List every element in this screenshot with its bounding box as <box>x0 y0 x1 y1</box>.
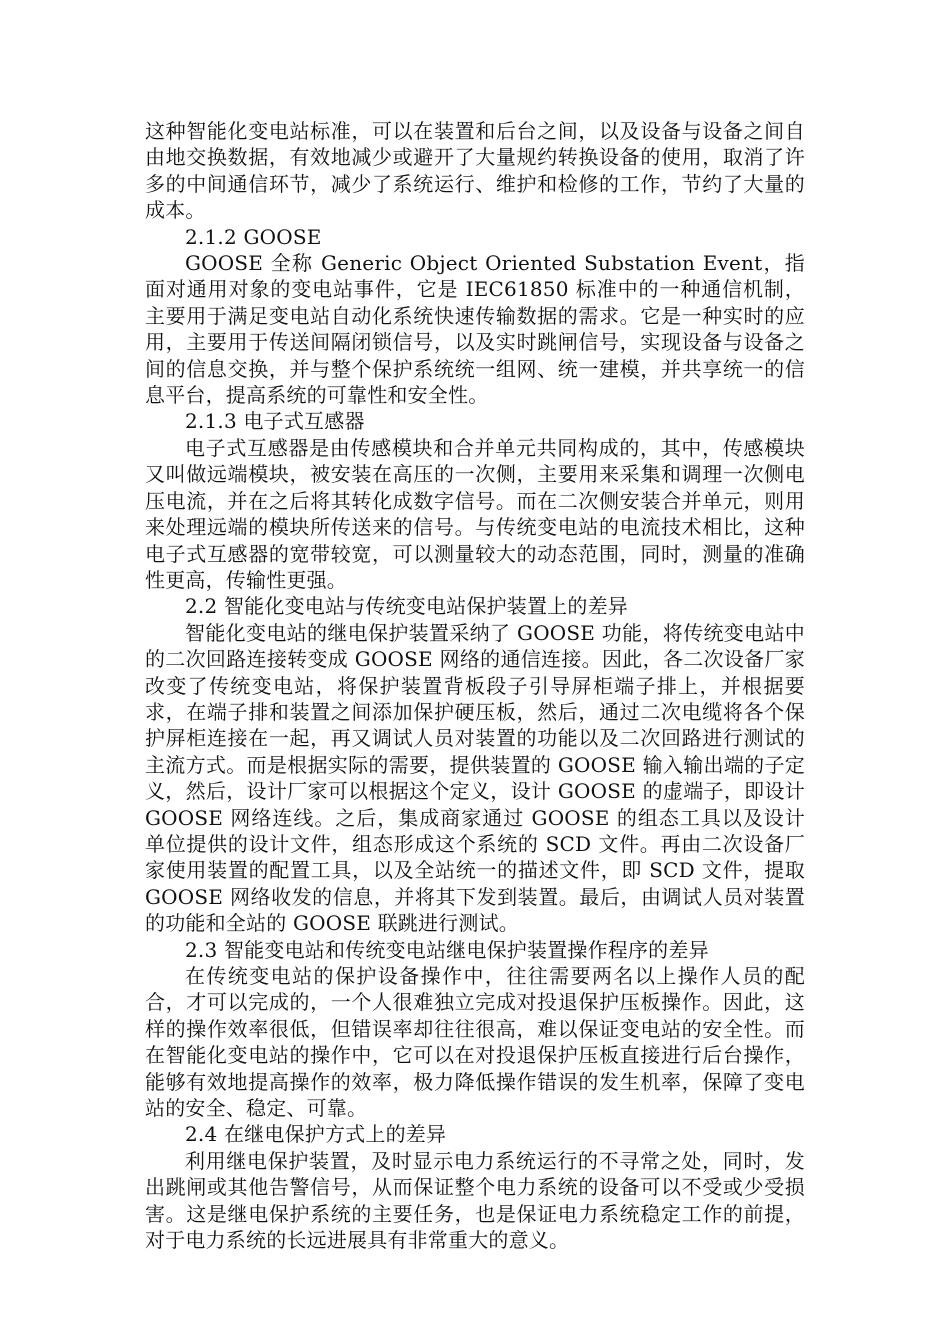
paragraph-goose: GOOSE 全称 Generic Object Oriented Substation Event，指面对通用对象的变电站事件，它是 IEC61850 标准中的一种通信机制，主要用于满足变电站自动化系统快速传输数据的需求。它是一种实时的应用，主要用于传送间隔闭锁信号，以及实时跳闸信号，实现设备与设备之间的信息交换，并与整个保护系统统一组网、统一建模，并共享统一的信息平台，提高系统的可靠性和安全性。 <box>145 251 805 408</box>
paragraph-operation-procedure: 在传统变电站的保护设备操作中，往往需要两名以上操作人员的配合，才可以完成的，一个人很难独立完成对投退保护压板操作。因此，这样的操作效率很低，但错误率却往往很高，难以保证变电站的安全性。而在智能化变电站的操作中，它可以在对投退保护压板直接进行后台操作，能够有效地提高操作的效率，极力降低操作错误的发生机率，保障了变电站的安全、稳定、可靠。 <box>145 964 805 1121</box>
heading-2-3: 2.3 智能变电站和传统变电站继电保护装置操作程序的差异 <box>185 937 709 962</box>
heading-2-1-3: 2.1.3 电子式互感器 <box>185 409 365 434</box>
document-page <box>145 118 805 1253</box>
heading-2-1-2: 2.1.2 GOOSE <box>185 224 322 249</box>
paragraph-electronic-transformer: 电子式互感器是由传感模块和合并单元共同构成的，其中，传感模块又叫做远端模块，被安装在高压的一次侧，主要用来采集和调理一次侧电压电流，并在之后将其转化成数字信号。而在二次侧安装合并单元，则用来处理远端的模块所传送来的信号。与传统变电站的电流技术相比，这种电子式互感器的宽带较宽，可以测量较大的动态范围，同时，测量的准确性更高，传输性更强。 <box>145 435 805 592</box>
paragraph-intro: 这种智能化变电站标准，可以在装置和后台之间，以及设备与设备之间自由地交换数据，有效地减少或避开了大量规约转换设备的使用，取消了许多的中间通信环节，减少了系统运行、维护和检修的工作，节约了大量的成本。 <box>145 119 805 223</box>
heading-2-4: 2.4 在继电保护方式上的差异 <box>185 1122 447 1147</box>
paragraph-protection-device-difference: 智能化变电站的继电保护装置采纳了 GOOSE 功能，将传统变电站中的二次回路连接转变成 GOOSE 网络的通信连接。因此，各二次设备厂家改变了传统变电站，将保护装置背板段子引导屏柜端子排上，并根据要求，在端子排和装置之间添加保护硬压板，然后，通过二次电缆将各个保护屏柜连接在一起，再又调试人员对装置的功能以及二次回路进行测试的主流方式。而是根据实际的需要，提供装置的 GOOSE 输入输出端的子定义，然后，设计厂家可以根据这个定义，设计 GOOSE 的虚端子，即设计 GOOSE 网络连线。之后，集成商家通过 GOOSE 的组态工具以及设计单位提供的设计文件，组态形成这个系统的 SCD 文件。再由二次设备厂家使用装置的配置工具，以及全站统一的描述文件，即 SCD 文件，提取 GOOSE 网络收发的信息，并将其下发到装置。最后，由调试人员对装置的功能和全站的 GOOSE 联跳进行测试。 <box>145 620 805 936</box>
paragraph-protection-method: 利用继电保护装置，及时显示电力系统运行的不寻常之处，同时，发出跳闸或其他告警信号，从而保证整个电力系统的设备可以不受或少受损害。这是继电保护系统的主要任务，也是保证电力系统稳定工作的前提，对于电力系统的长远进展具有非常重大的意义。 <box>145 1148 805 1253</box>
heading-2-2: 2.2 智能化变电站与传统变电站保护装置上的差异 <box>185 594 628 619</box>
